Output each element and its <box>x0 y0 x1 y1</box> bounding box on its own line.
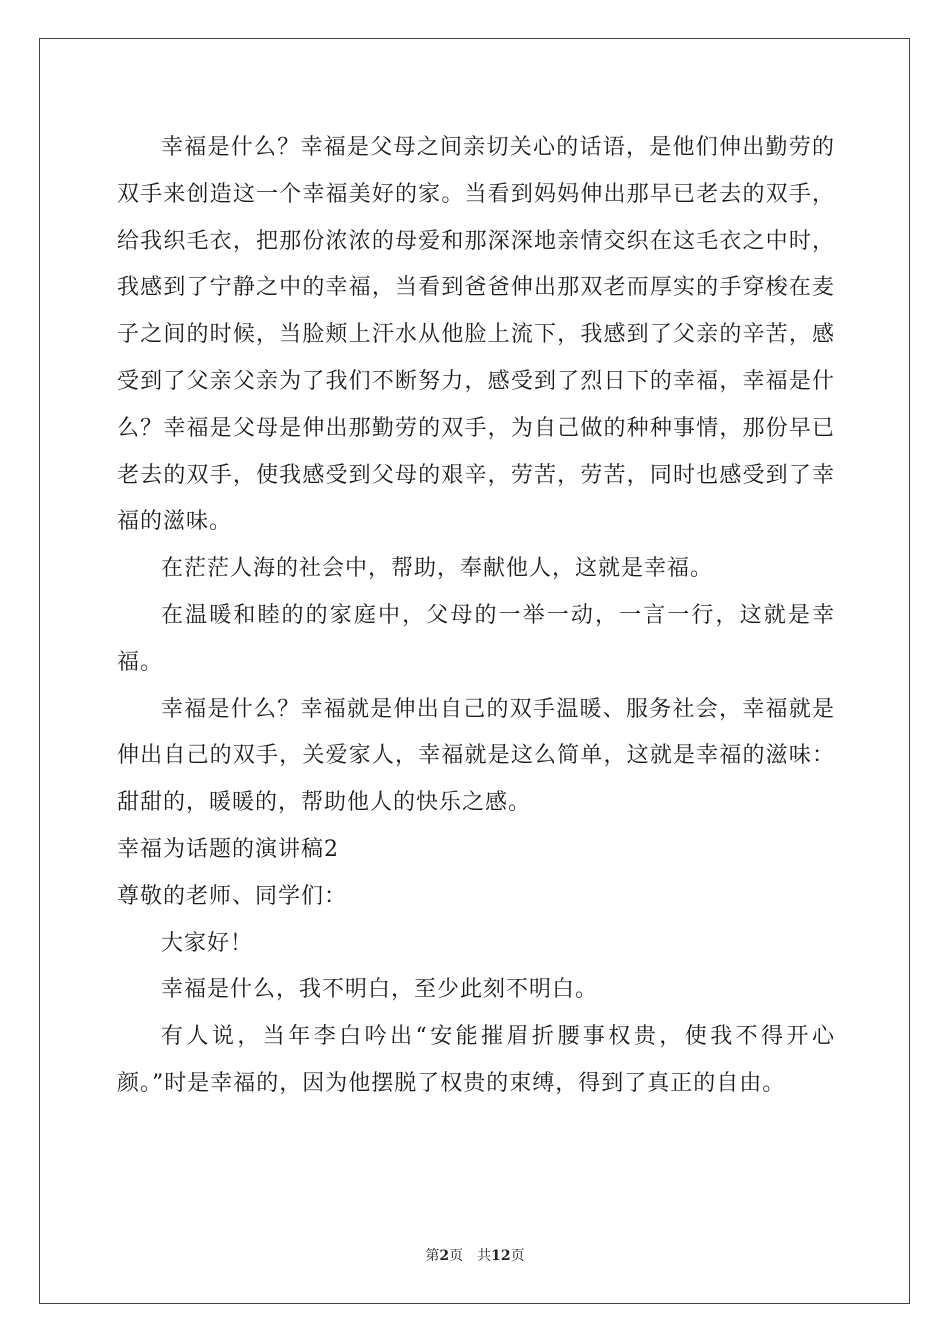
page-prefix: 第 <box>425 1248 440 1264</box>
paragraph-6: 有人说，当年李白吟出“安能摧眉折腰事权贵，使我不得开心颜。”时是幸福的，因为他摆脱了权贵的束缚，得到了真正的自由。 <box>117 1024 835 1096</box>
paragraph-2: 在茫茫人海的社会中，帮助，奉献他人，这就是幸福。 <box>161 556 714 582</box>
salutation: 尊敬的老师、同学们： <box>117 883 348 909</box>
page-current: 2 <box>439 1248 450 1264</box>
page-mid: 页 共 <box>449 1248 492 1264</box>
paragraph-5: 幸福是什么，我不明白，至少此刻不明白。 <box>161 977 599 1003</box>
page-footer <box>0 1245 950 1265</box>
paragraph-3: 在温暖和睦的的家庭中，父母的一举一动，一言一行，这就是幸福。 <box>117 602 835 675</box>
paragraph-1: 幸福是什么？幸福是父母之间亲切关心的话语，是他们伸出勤劳的双手来创造这一个幸福美好的家。当看到妈妈伸出那早已老去的双手，给我织毛衣，把那份浓浓的母爱和那深深地亲情交织在这毛衣之中时，我感到了宁静之中的幸福，当看到爸爸伸出那双老而厚实的手穿梭在麦子之间的时候，当脸颊上汗水从他脸上流下，我感到了父亲的辛苦，感受到了父亲父亲为了我们不断努力，感受到了烈日下的幸福，幸福是什么？幸福是父母是伸出那勤劳的双手，为自己做的种种事情，那份早已老去的双手，使我感受到父母的艰辛，劳苦，劳苦，同时也感受到了幸福的滋味。 <box>117 135 835 535</box>
page-total: 12 <box>491 1248 511 1264</box>
document-body <box>117 125 835 1108</box>
paragraph-4: 幸福是什么？幸福就是伸出自己的双手温暖、服务社会，幸福就是伸出自己的双手，关爱家人，幸福就是这么简单，这就是幸福的滋味：甜甜的，暖暖的，帮助他人的快乐之感。 <box>117 696 835 816</box>
page-suffix: 页 <box>510 1248 525 1264</box>
greeting: 大家好！ <box>161 930 254 956</box>
section-title: 幸福为话题的演讲稿2 <box>117 836 339 862</box>
